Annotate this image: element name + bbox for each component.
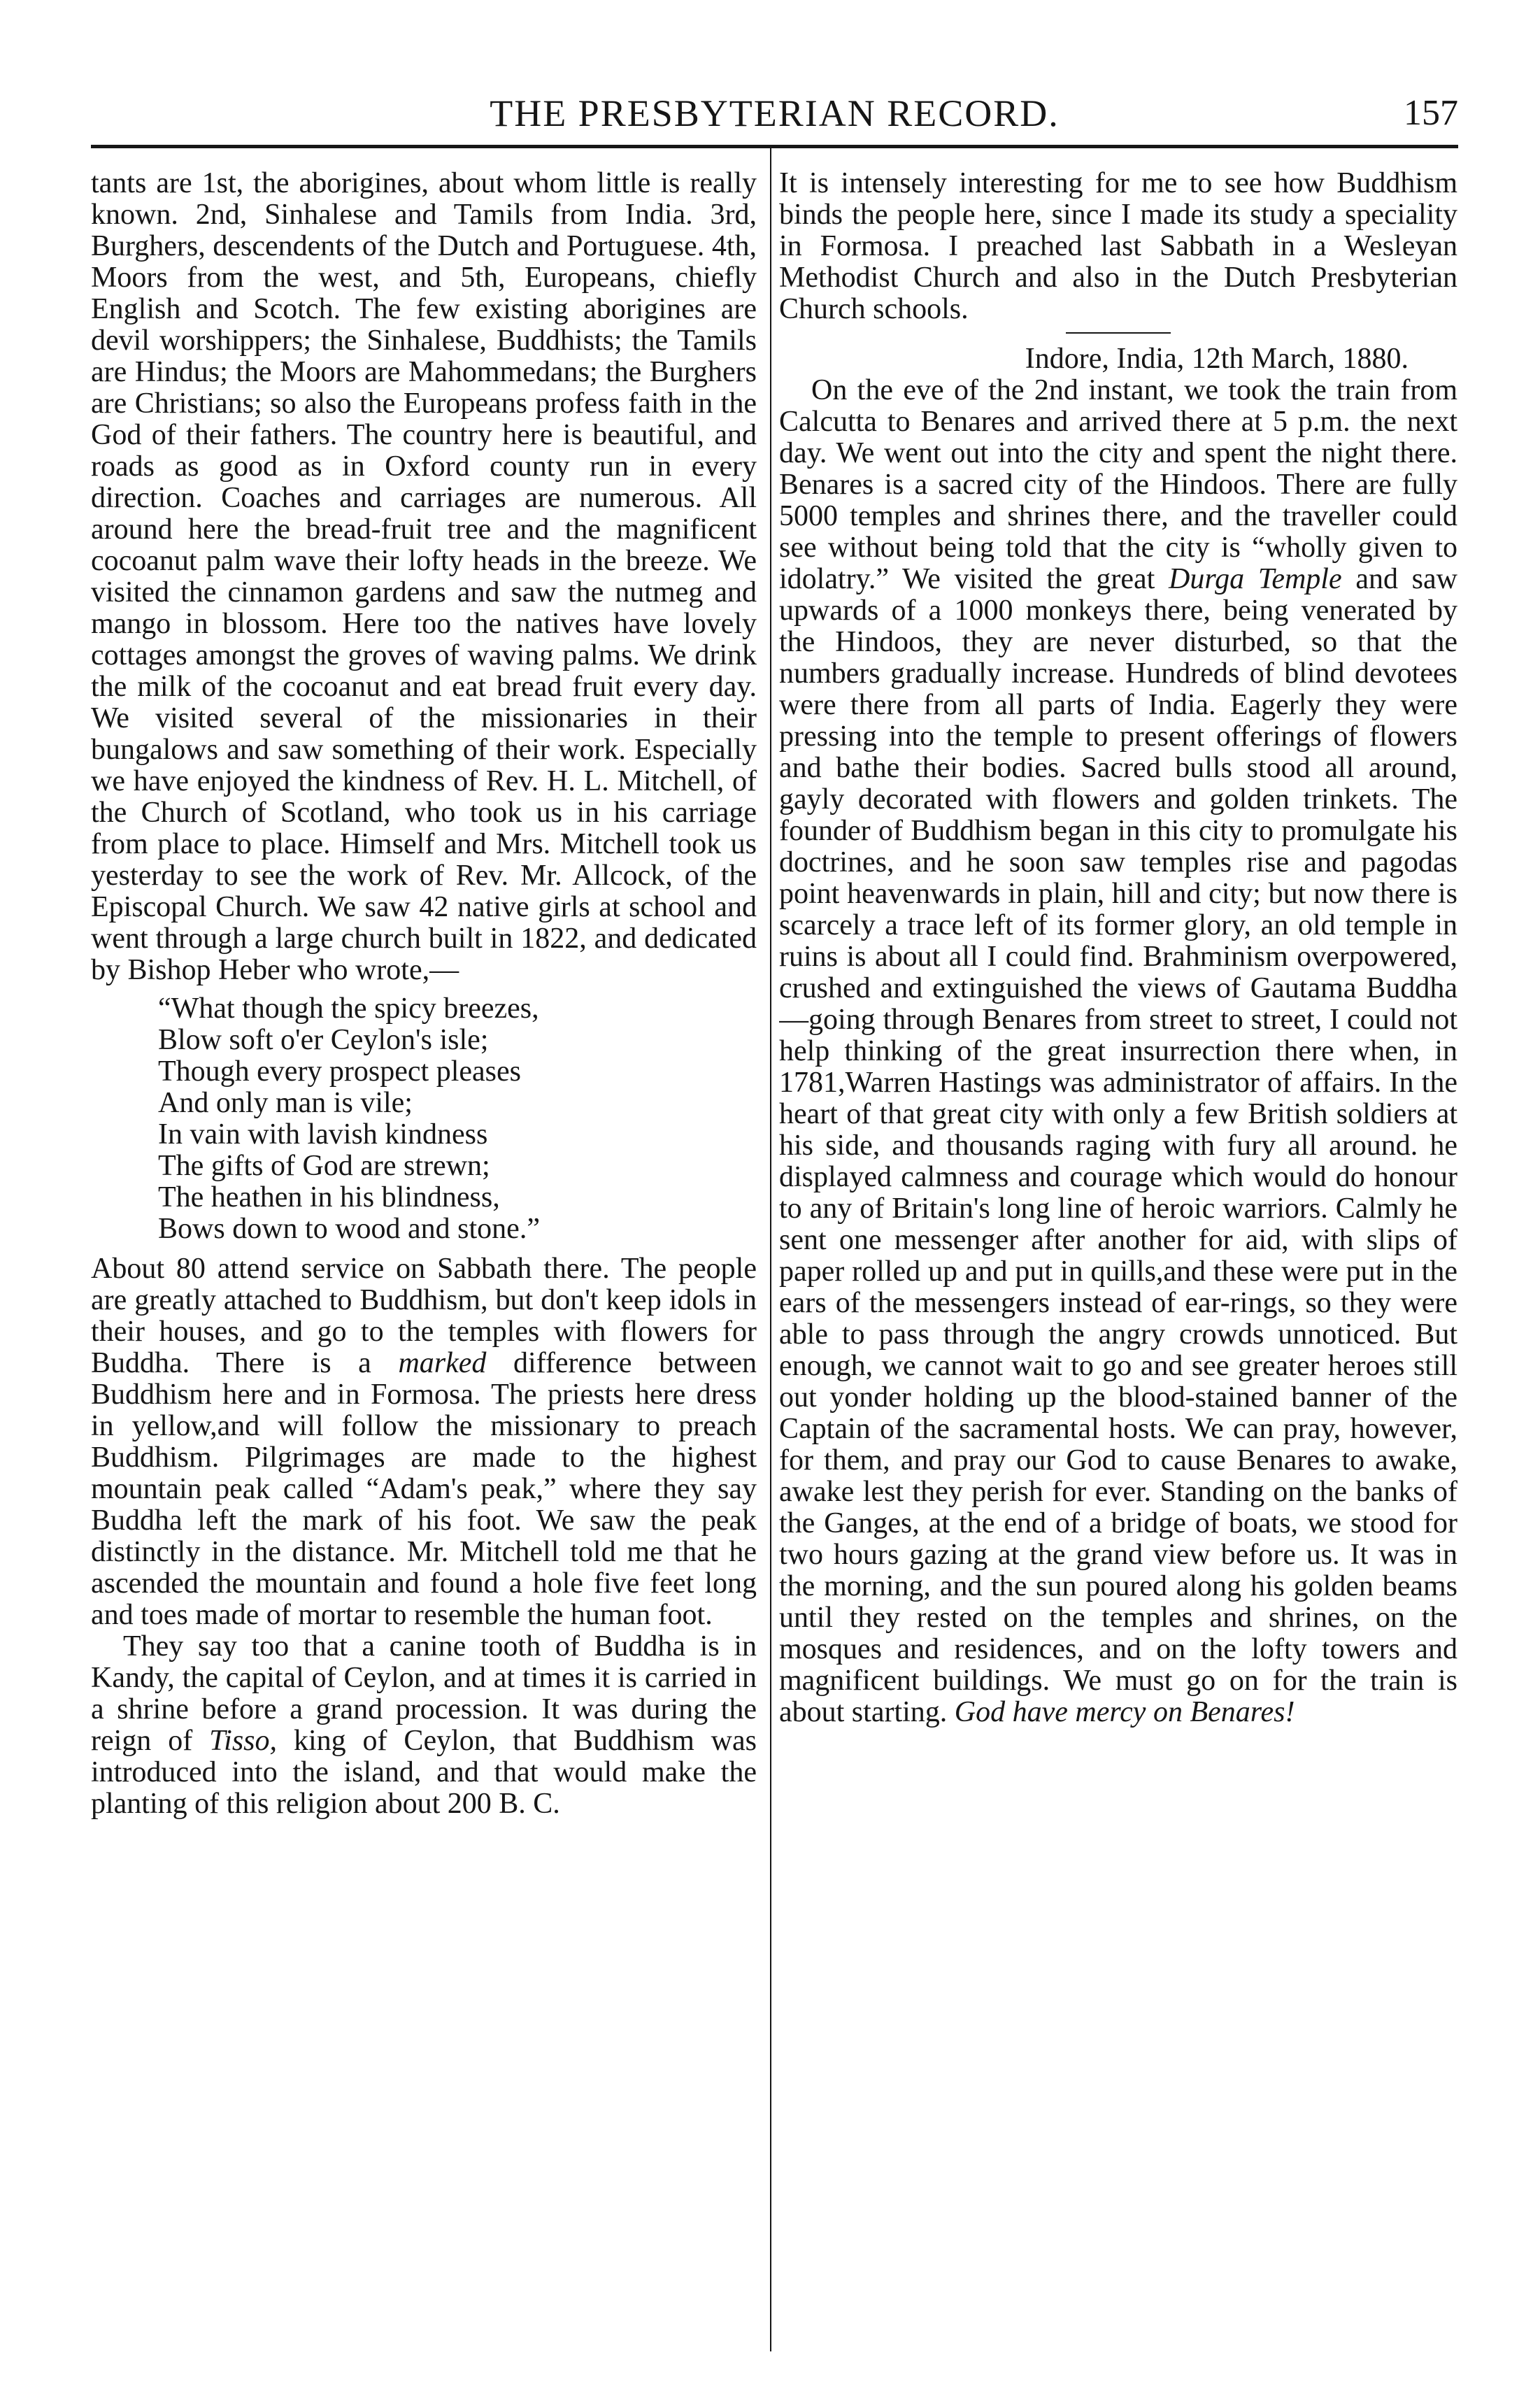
running-head [91, 85, 1458, 141]
poem-line: Blow soft o'er Ceylon's isle; [158, 1024, 489, 1056]
poem-line: Though every prospect pleases [158, 1055, 521, 1088]
left-column [91, 168, 757, 2364]
paragraph [779, 375, 1457, 1728]
poem-line: “What though the spicy breezes, [158, 992, 539, 1025]
emphasis: Tisso, [209, 1725, 278, 1757]
dateline: Indore, India, 12th March, 1880. [1025, 343, 1409, 375]
text-run: They say too that a canine tooth of Buddha is in Kandy, the capital of Ceylon, and at times it is carried in a shrine before a grand procession. It was during the reign of [91, 1630, 757, 1757]
paragraph [91, 1631, 757, 1820]
emphasis: marked [398, 1347, 487, 1379]
page-number: 157 [1404, 93, 1458, 133]
text-run: king of Ceylon, that Buddhism was introduced into the island, and that would make the planting of this religion about 200 B. C. [91, 1725, 757, 1820]
page-title: THE PRESBYTERIAN RECORD. [490, 92, 1060, 134]
poem-line: The gifts of God are strewn; [158, 1150, 490, 1182]
text-run: difference between Buddhism here and in Formosa. The priests here dress in yellow,and will follow the missionary to preach Buddhism. Pilgrimages are made to the highest mountain peak called “Adam's peak,” where they say Buddha left the mark of his foot. We saw the peak distinctly in the distance. Mr. Mitchell told me that he ascended the mountain and found a hole five feet long and toes made of mortar to resemble the human foot. [91, 1347, 757, 1631]
poem-line: In vain with lavish kindness [158, 1118, 488, 1151]
emphasis: Durga Temple [1169, 563, 1342, 595]
paragraph: It is intensely interesting for me to see how Buddhism binds the people here, since I made its study a speciality in Formosa. I preached last Sabbath in a Wesleyan Methodist Church and also in the Dutch Presbyterian Church schools. [779, 168, 1457, 325]
text-run: and saw upwards of a 1000 monkeys there, being venerated by the Hindoos, they are never disturbed, so that the numbers gradually increase. Hundreds of blind devotees were there from all parts of India. Eagerly they were pressing into the temple to present offerings of flowers and bathe their bodies. Sacred bulls stood all around, gayly decorated with flowers and golden trinkets. The founder of Buddhism began in this city to promulgate his doctrines, and he soon saw temples rise and pagodas point heavenwards in plain, hill and city; but now there is scarcely a trace left of its former glory, an old temple in ruins is about all I could find. Brahminism overpowered, crushed and extinguished the views of Gautama Buddha—going through Benares from street to street, I could not help thinking of the great insurrection there when, in 1781,Warren Hastings was administrator of affairs. In the heart of that great city with only a few British soldiers at his side, and thousands raging with fury all around. he displayed calmness and courage which would do honour to any of Britain's long line of heroic warriors. Calmly he sent one messenger after another for aid, with slips of paper rolled up and put in quills,and these were put in the ears of the messengers instead of ear-rings, so they were able to pass through the angry crowds unnoticed. But enough, we cannot wait to go and see greater heroes still out yonder holding up the blood-stained banner of the Captain of the sacramental hosts. We can pray, however, for them, and pray our God to cause Benares to awake, awake lest they perish for ever. Standing on the banks of the Ganges, at the end of a bridge of boats, we stood for two hours gazing at the grand view before us. It was in the morning, and the sun poured along his golden beams until they rested on the temples and shrines, on the mosques and residences, and on the lofty towers and magnificent buildings. We must go on for the train is about starting. [779, 563, 1457, 1728]
section-rule [1066, 332, 1171, 334]
poem-line: The heathen in his blindness, [158, 1181, 500, 1213]
poem-line: And only man is vile; [158, 1087, 413, 1119]
poem-quote [158, 993, 757, 1245]
paragraph [91, 1253, 757, 1631]
text-run: On the eve of the 2nd instant, we took the train from Calcutta to Benares and arrived there at 5 p.m. the next day. We went out into the city and spent the night there. Benares is a sacred city of the Hindoos. There are fully 5000 temples and shrines there, and the traveller could see without being told that the city is “wholly given to idolatry.” We visited the great [779, 374, 1457, 595]
poem-line: Bows down to wood and stone.” [158, 1213, 540, 1245]
emphasis: God have mercy on Benares! [954, 1696, 1295, 1728]
right-column [779, 168, 1457, 2364]
column-divider [770, 148, 771, 2351]
paragraph: tants are 1st, the aborigines, about whom little is really known. 2nd, Sinhalese and Tamils from India. 3rd, Burghers, descendents of the Dutch and Portuguese. 4th, Moors from the west, and 5th, Europeans, chiefly English and Scotch. The few existing aborigines are devil worshippers; the Sinhalese, Buddhists; the Tamils are Hindus; the Moors are Mahommedans; the Burghers are Christians; so also the Europeans profess faith in the God of their fathers. The country here is beautiful, and roads as good as in Oxford county run in every direction. Coaches and carriages are numerous. All around here the bread-fruit tree and the magnificent cocoanut palm wave their lofty heads in the breeze. We visited the cinnamon gardens and saw the nutmeg and mango in blossom. Here too the natives have lovely cottages amongst the groves of waving palms. We drink the milk of the cocoanut and eat bread fruit every day. We visited several of the missionaries in their bungalows and saw something of their work. Especially we have enjoyed the kindness of Rev. H. L. Mitchell, of the Church of Scotland, who took us in his carriage from place to place. Himself and Mrs. Mitchell took us yesterday to see the work of Rev. Mr. Allcock, of the Episcopal Church. We saw 42 native girls at school and went through a large church built in 1822, and dedicated by Bishop Heber who wrote,— [91, 168, 757, 986]
header-rule [91, 145, 1458, 148]
text-run: About 80 attend service on Sabbath there. The people are greatly attached to Buddhism, but don't keep idols in their houses, and go to the temples with flowers for Buddha. There is a [91, 1253, 757, 1379]
